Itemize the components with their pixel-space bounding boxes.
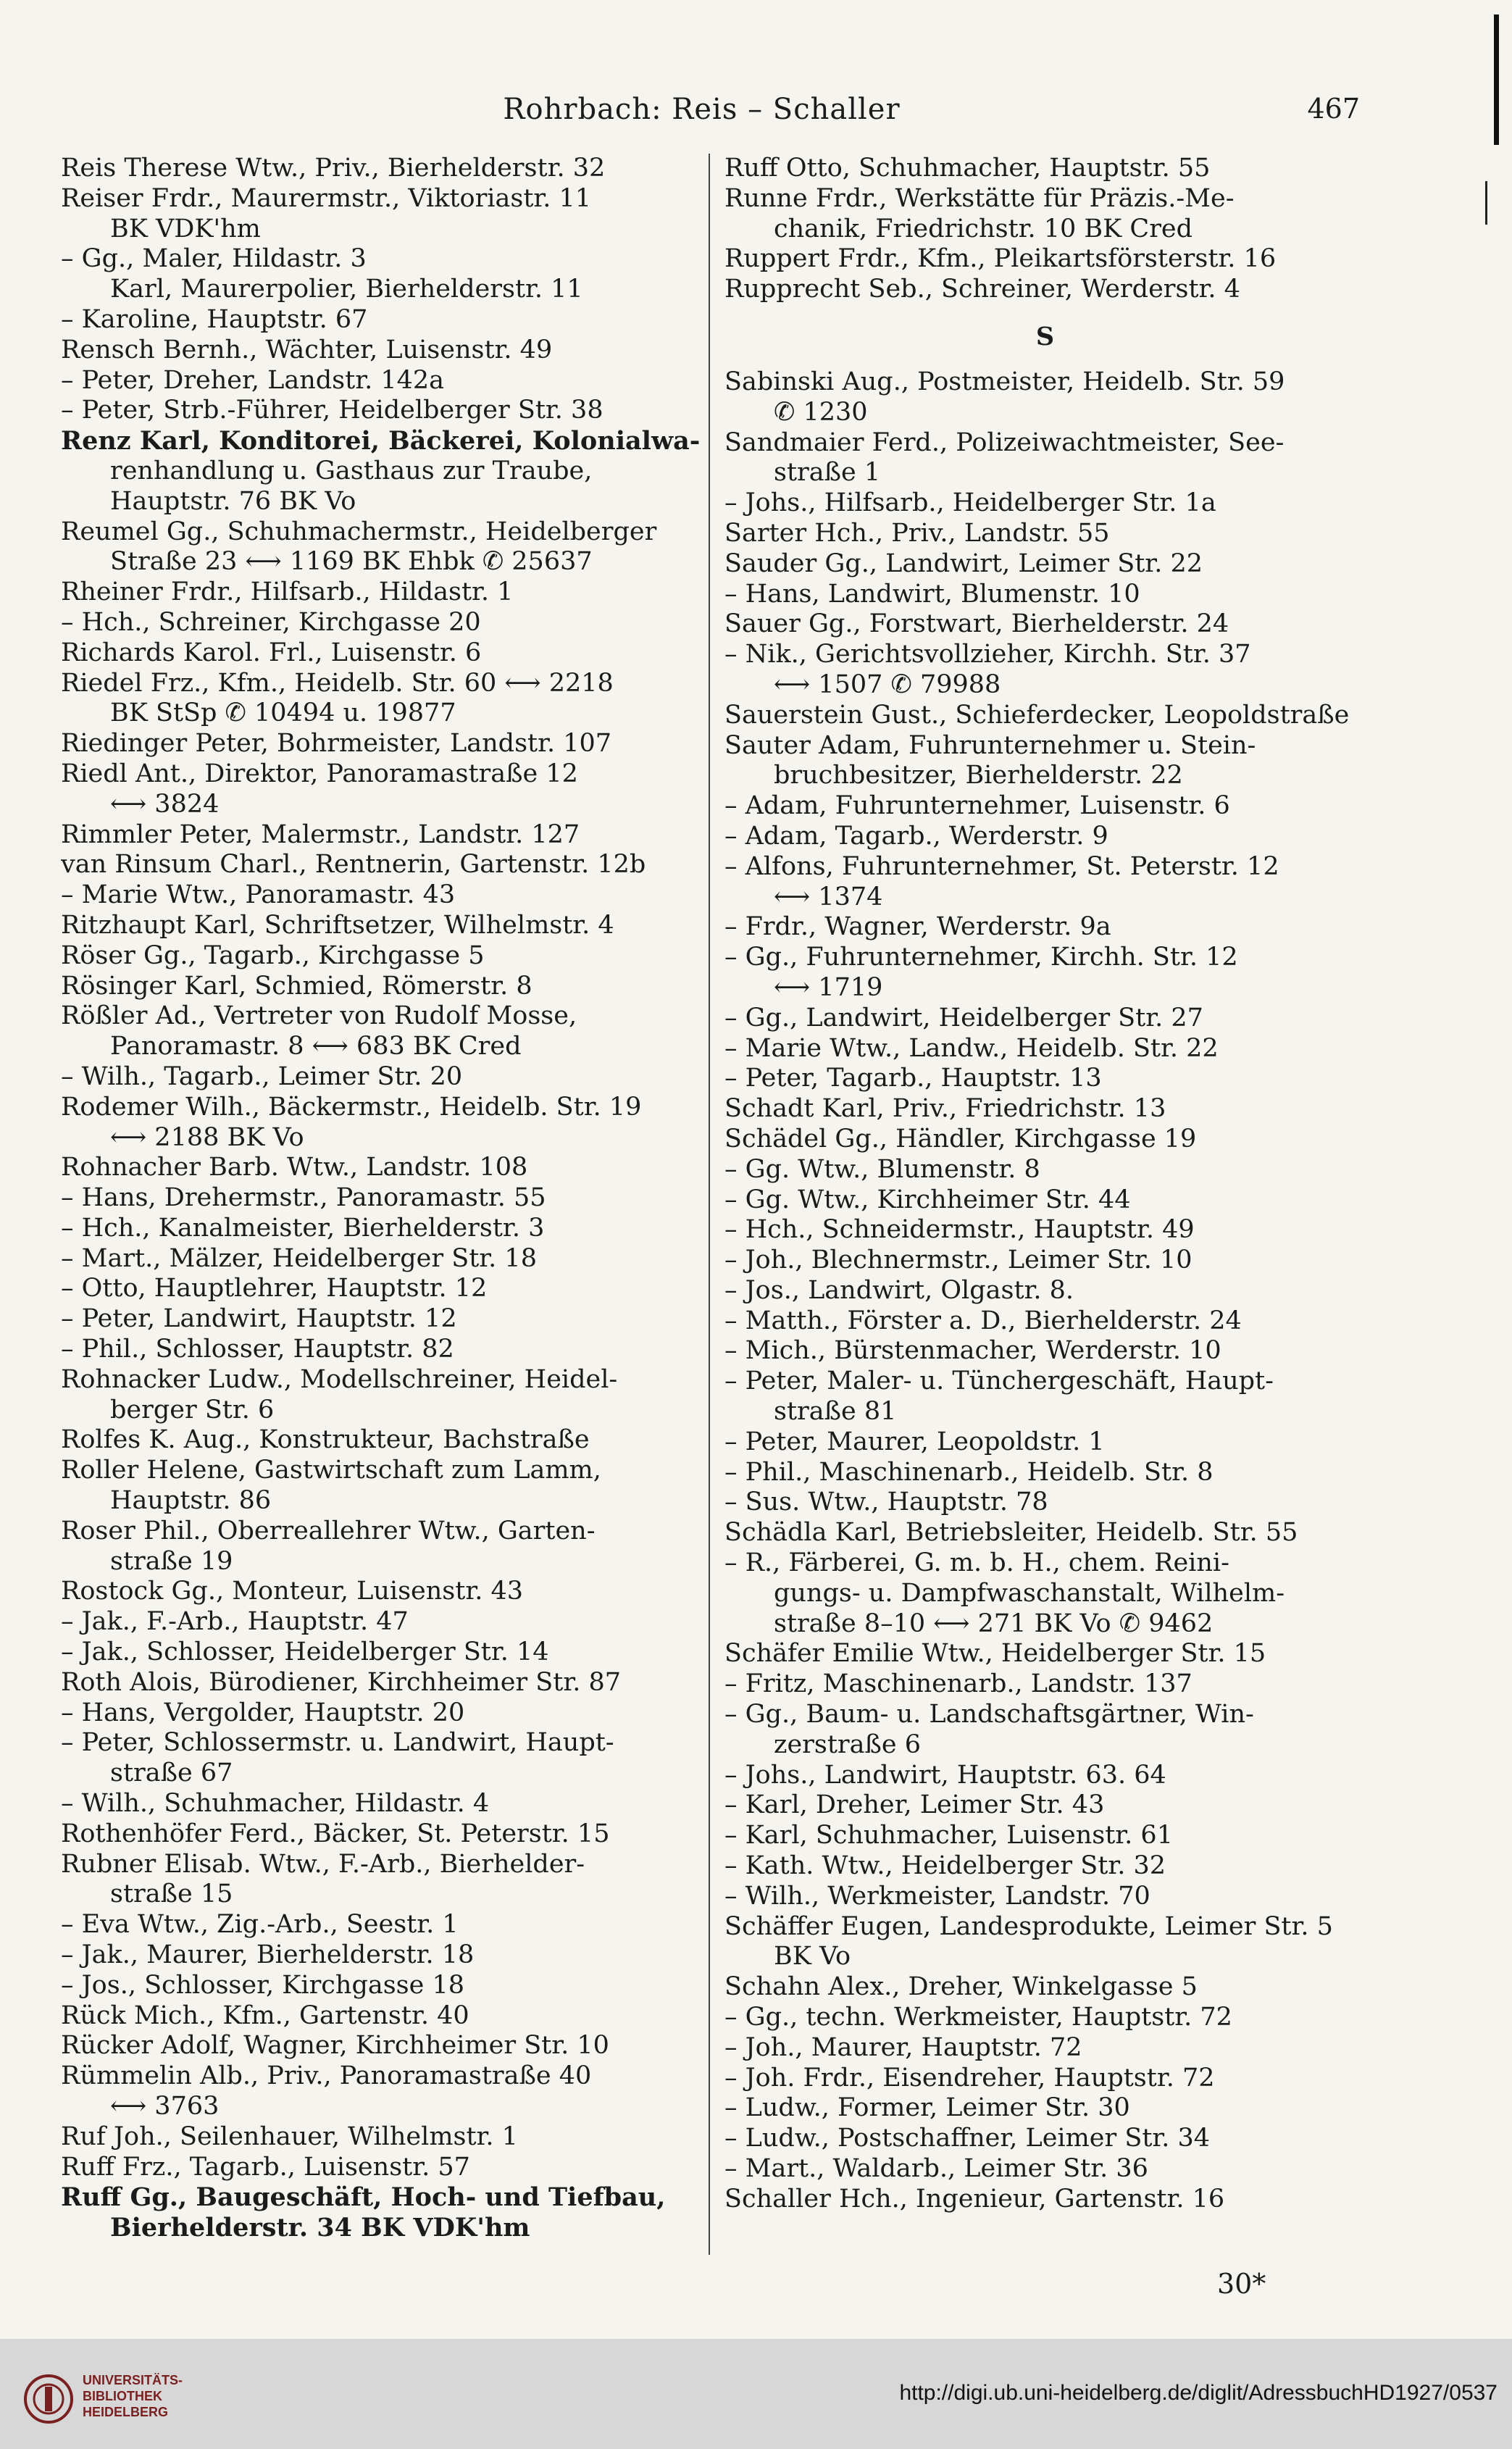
directory-entry: Ruff Otto, Schuhmacher, Hauptstr. 55 (724, 154, 1211, 183)
directory-entry: – Joh., Maurer, Hauptstr. 72 (724, 2032, 1082, 2062)
right-column-entries-s (724, 367, 1366, 2215)
directory-entry: Rothenhöfer Ferd., Bäcker, St. Peterstr. 15 (61, 1819, 610, 1848)
library-name-line3: HEIDELBERG (83, 2405, 169, 2419)
directory-entry: Runne Frdr., Werkstätte für Präzis.-Me- (724, 183, 1235, 213)
directory-entry: ✆ 1230 (774, 397, 868, 427)
directory-entry: – Gg. Wtw., Kirchheimer Str. 44 (724, 1185, 1131, 1214)
directory-entry: – Peter, Dreher, Landstr. 142a (61, 365, 445, 395)
directory-entry: – Phil., Maschinenarb., Heidelb. Str. 8 (724, 1457, 1214, 1487)
scan-edge-mark (1494, 14, 1499, 145)
directory-entry: straße 81 (774, 1397, 897, 1427)
directory-entry: – Adam, Tagarb., Werderstr. 9 (724, 821, 1108, 851)
directory-entry: – Eva Wtw., Zig.-Arb., Seestr. 1 (61, 1910, 459, 1940)
directory-entry: – Frdr., Wagner, Werderstr. 9a (724, 912, 1111, 942)
directory-entry: Riedinger Peter, Bohrmeister, Landstr. 107 (61, 729, 612, 759)
directory-entry: Schaller Hch., Ingenieur, Gartenstr. 16 (724, 2184, 1225, 2214)
directory-entry: – Peter, Maler- u. Tünchergeschäft, Haupt- (724, 1367, 1274, 1396)
directory-entry: – Johs., Landwirt, Hauptstr. 63. 64 (724, 1760, 1166, 1790)
library-name-line1: UNIVERSITÄTS- (83, 2373, 183, 2387)
directory-entry: Sandmaier Ferd., Polizeiwachtmeister, See- (724, 427, 1285, 457)
page-header (43, 93, 1360, 136)
directory-entry: Hauptstr. 86 (110, 1486, 272, 1516)
directory-entry: ⟷ 3824 (110, 789, 220, 819)
scan-edge-mark-secondary (1485, 181, 1487, 225)
directory-entry: Ruf Joh., Seilenhauer, Wilhelmstr. 1 (61, 2122, 518, 2151)
directory-entry: Rößler Ad., Vertreter von Rudolf Mosse, (61, 1001, 577, 1031)
directory-entry: Schadt Karl, Priv., Friedrichstr. 13 (724, 1094, 1166, 1124)
directory-entry: – Hans, Vergolder, Hauptstr. 20 (61, 1698, 465, 1727)
directory-entry: – Jak., Maurer, Bierhelderstr. 18 (61, 1940, 475, 1970)
directory-entry: BK VDK'hm (110, 214, 261, 243)
directory-entry: – Marie Wtw., Panoramastr. 43 (61, 880, 456, 910)
directory-entry: – R., Färberei, G. m. b. H., chem. Reini- (724, 1548, 1229, 1578)
directory-entry: – Gg. Wtw., Blumenstr. 8 (724, 1154, 1040, 1184)
directory-entry: Riedel Frz., Kfm., Heidelb. Str. 60 ⟷ 2218 (61, 668, 614, 698)
directory-entry: Panoramastr. 8 ⟷ 683 BK Cred (110, 1032, 522, 1061)
library-name-line2: BIBLIOTHEK (83, 2389, 162, 2403)
section-letter: S (1035, 321, 1055, 351)
directory-entry: ⟷ 1507 ✆ 79988 (774, 669, 1001, 699)
directory-entry: Renz Karl, Konditorei, Bäckerei, Kolonialwa- (61, 426, 701, 456)
directory-entry: Rodemer Wilh., Bäckermstr., Heidelb. Str. 19 (61, 1092, 642, 1122)
directory-entry: zerstraße 6 (774, 1730, 921, 1759)
directory-entry: Rösinger Karl, Schmied, Römerstr. 8 (61, 971, 532, 1001)
directory-entry: Ruppert Frdr., Kfm., Pleikartsförsterstr. 16 (724, 244, 1277, 274)
directory-entry: Sabinski Aug., Postmeister, Heidelb. Str. 59 (724, 367, 1285, 396)
directory-entry: – Jos., Schlosser, Kirchgasse 18 (61, 1970, 465, 2000)
directory-entry: – Ludw., Former, Leimer Str. 30 (724, 2093, 1130, 2123)
column-divider (709, 154, 710, 2255)
directory-entry: – Gg., Maler, Hildastr. 3 (61, 244, 367, 274)
directory-entry: ⟷ 3763 (110, 2092, 220, 2121)
directory-entry: Schäffer Eugen, Landesprodukte, Leimer Str. 5 (724, 1911, 1333, 1941)
directory-entry: Rubner Elisab. Wtw., F.-Arb., Bierhelder- (61, 1849, 585, 1879)
directory-entry: – Gg., techn. Werkmeister, Hauptstr. 72 (724, 2003, 1232, 2032)
directory-entry: – Wilh., Werkmeister, Landstr. 70 (724, 1881, 1150, 1911)
directory-entry: chanik, Friedrichstr. 10 BK Cred (774, 214, 1193, 243)
directory-entry: – Karl, Schuhmacher, Luisenstr. 61 (724, 1821, 1173, 1851)
page-number: 467 (1307, 93, 1360, 125)
directory-entry: – Gg., Fuhrunternehmer, Kirchh. Str. 12 (724, 943, 1238, 972)
directory-entry: – Fritz, Maschinenarb., Landstr. 137 (724, 1669, 1193, 1699)
directory-entry: Rensch Bernh., Wächter, Luisenstr. 49 (61, 335, 553, 364)
directory-entry: – Otto, Hauptlehrer, Hauptstr. 12 (61, 1274, 488, 1303)
directory-entry: straße 8–10 ⟷ 271 BK Vo ✆ 9462 (774, 1609, 1214, 1638)
directory-entry: berger Str. 6 (110, 1395, 275, 1424)
directory-entry: – Mich., Bürstenmacher, Werderstr. 10 (724, 1336, 1221, 1366)
directory-entry: – Alfons, Fuhrunternehmer, St. Peterstr. 12 (724, 851, 1279, 881)
right-column-entries-r (724, 154, 1366, 305)
directory-entry: – Hch., Schreiner, Kirchgasse 20 (61, 607, 481, 637)
directory-entry: Reiser Frdr., Maurermstr., Viktoriastr. 11 (61, 183, 592, 213)
directory-entry: – Kath. Wtw., Heidelberger Str. 32 (724, 1851, 1166, 1881)
directory-entry: Roller Helene, Gastwirtschaft zum Lamm, (61, 1456, 601, 1485)
directory-entry: Reumel Gg., Schuhmachermstr., Heidelberger (61, 517, 657, 546)
directory-entry: Schahn Alex., Dreher, Winkelgasse 5 (724, 1972, 1198, 2002)
directory-entry: straße 19 (110, 1546, 233, 1576)
directory-entry: – Johs., Hilfsarb., Heidelberger Str. 1a (724, 488, 1216, 518)
directory-entry: – Jak., Schlosser, Heidelberger Str. 14 (61, 1637, 549, 1667)
directory-entry: – Phil., Schlosser, Hauptstr. 82 (61, 1335, 454, 1364)
directory-entry: – Gg., Baum- u. Landschaftsgärtner, Win- (724, 1700, 1254, 1730)
directory-entry: – Peter, Schlossermstr. u. Landwirt, Haupt- (61, 1728, 614, 1758)
directory-entry: Ritzhaupt Karl, Schriftsetzer, Wilhelmstr. 4 (61, 910, 614, 940)
directory-entry: Rolfes K. Aug., Konstrukteur, Bachstraße (61, 1425, 590, 1455)
library-logo[interactable] (17, 2348, 235, 2440)
directory-entry: gungs- u. Dampfwaschanstalt, Wilhelm- (774, 1578, 1285, 1608)
directory-entry: Sauerstein Gust., Schieferdecker, Leopoldstraße (724, 700, 1350, 730)
directory-entry: Rheiner Frdr., Hilfsarb., Hildastr. 1 (61, 577, 514, 607)
directory-entry: Karl, Maurerpolier, Bierhelderstr. 11 (110, 275, 583, 304)
directory-entry: Hauptstr. 76 BK Vo (110, 486, 356, 516)
directory-entry: Richards Karol. Frl., Luisenstr. 6 (61, 638, 482, 667)
directory-entry: Rümmelin Alb., Priv., Panoramastraße 40 (61, 2061, 592, 2091)
directory-entry: – Karoline, Hauptstr. 67 (61, 304, 368, 334)
directory-entry: Rohnacker Ludw., Modellschreiner, Heidel- (61, 1364, 618, 1394)
directory-entry: bruchbesitzer, Bierhelderstr. 22 (774, 761, 1183, 790)
running-title: Rohrbach: Reis – Schaller (503, 93, 901, 126)
directory-entry: – Hch., Schneidermstr., Hauptstr. 49 (724, 1215, 1195, 1245)
directory-entry: BK Vo (774, 1942, 851, 1972)
directory-entry: Rücker Adolf, Wagner, Kirchheimer Str. 10 (61, 2031, 609, 2061)
directory-entry: – Peter, Landwirt, Hauptstr. 12 (61, 1304, 457, 1334)
directory-entry: Straße 23 ⟷ 1169 BK Ehbk ✆ 25637 (110, 547, 593, 577)
right-column (724, 154, 1366, 2215)
directory-entry: Schädel Gg., Händler, Kirchgasse 19 (724, 1124, 1197, 1153)
directory-entry: – Matth., Förster a. D., Bierhelderstr. 24 (724, 1306, 1242, 1335)
signature-mark: 30* (1217, 2268, 1266, 2300)
directory-entry: Riedl Ant., Direktor, Panoramastraße 12 (61, 759, 578, 788)
directory-entry: van Rinsum Charl., Rentnerin, Gartenstr. 12b (61, 850, 646, 880)
directory-entry: Rück Mich., Kfm., Gartenstr. 40 (61, 2000, 469, 2030)
directory-entry: – Jos., Landwirt, Olgastr. 8. (724, 1275, 1074, 1305)
directory-entry: – Jak., F.-Arb., Hauptstr. 47 (61, 1607, 409, 1637)
left-column (61, 154, 702, 2243)
directory-entry: – Joh., Blechnermstr., Leimer Str. 10 (724, 1246, 1193, 1275)
directory-entry: – Hans, Landwirt, Blumenstr. 10 (724, 579, 1140, 609)
directory-entry: ⟷ 2188 BK Vo (110, 1122, 304, 1152)
directory-entry: Sauer Gg., Forstwart, Bierhelderstr. 24 (724, 609, 1229, 639)
directory-entry: Rostock Gg., Monteur, Luisenstr. 43 (61, 1577, 523, 1606)
directory-entry: Reis Therese Wtw., Priv., Bierhelderstr. 32 (61, 154, 606, 183)
directory-entry: – Hans, Drehermstr., Panoramastr. 55 (61, 1183, 546, 1213)
directory-entry: Rimmler Peter, Malermstr., Landstr. 127 (61, 819, 580, 849)
directory-entry: renhandlung u. Gasthaus zur Traube, (110, 456, 593, 485)
directory-entry: Sauder Gg., Landwirt, Leimer Str. 22 (724, 548, 1203, 578)
directory-entry: Roser Phil., Oberreallehrer Wtw., Garten- (61, 1516, 596, 1545)
directory-entry: – Ludw., Postschaffner, Leimer Str. 34 (724, 2124, 1211, 2153)
university-seal-icon (23, 2374, 74, 2424)
directory-entry: Sarter Hch., Priv., Landstr. 55 (724, 518, 1110, 548)
directory-entry: Röser Gg., Tagarb., Kirchgasse 5 (61, 940, 485, 970)
directory-entry: straße 1 (774, 458, 881, 488)
directory-entry: – Hch., Kanalmeister, Bierhelderstr. 3 (61, 1213, 545, 1243)
directory-entry: – Gg., Landwirt, Heidelberger Str. 27 (724, 1003, 1203, 1032)
directory-entry: – Peter, Maurer, Leopoldstr. 1 (724, 1427, 1105, 1456)
library-name (83, 2372, 183, 2420)
directory-entry: straße 67 (110, 1758, 233, 1788)
directory-entry: – Joh. Frdr., Eisendreher, Hauptstr. 72 (724, 2063, 1215, 2093)
directory-entry: – Nik., Gerichtsvollzieher, Kirchh. Str. 37 (724, 640, 1251, 669)
library-footer-bar (0, 2339, 1512, 2449)
directory-entry: – Peter, Strb.-Führer, Heidelberger Str. 38 (61, 396, 603, 425)
directory-entry: – Mart., Waldarb., Leimer Str. 36 (724, 2154, 1148, 2183)
directory-entry: – Adam, Fuhrunternehmer, Luisenstr. 6 (724, 791, 1230, 821)
directory-entry: Schäfer Emilie Wtw., Heidelberger Str. 15 (724, 1639, 1266, 1669)
directory-entry: ⟷ 1374 (774, 882, 883, 911)
directory-entry: – Wilh., Schuhmacher, Hildastr. 4 (61, 1789, 490, 1819)
directory-entry: – Mart., Mälzer, Heidelberger Str. 18 (61, 1243, 537, 1273)
directory-entry: – Marie Wtw., Landw., Heidelb. Str. 22 (724, 1033, 1219, 1063)
directory-entry: – Peter, Tagarb., Hauptstr. 13 (724, 1064, 1102, 1093)
directory-entry: straße 15 (110, 1879, 233, 1909)
directory-entry: BK StSp ✆ 10494 u. 19877 (110, 698, 456, 728)
directory-entry: Bierhelderstr. 34 BK VDK'hm (110, 2213, 530, 2243)
directory-entry: Rupprecht Seb., Schreiner, Werderstr. 4 (724, 275, 1240, 304)
directory-entry: Roth Alois, Bürodiener, Kirchheimer Str. 87 (61, 1667, 622, 1697)
directory-entry: Sauter Adam, Fuhrunternehmer u. Stein- (724, 730, 1256, 760)
source-url-link[interactable]: http://digi.ub.uni-heidelberg.de/diglit/AdressbuchHD1927/0537 (899, 2381, 1498, 2405)
directory-entry: – Sus. Wtw., Hauptstr. 78 (724, 1488, 1048, 1517)
directory-entry: Rohnacher Barb. Wtw., Landstr. 108 (61, 1153, 528, 1182)
directory-entry: ⟷ 1719 (774, 972, 883, 1002)
directory-entry: – Wilh., Tagarb., Leimer Str. 20 (61, 1061, 463, 1091)
directory-entry: – Karl, Dreher, Leimer Str. 43 (724, 1790, 1105, 1820)
directory-entry: Ruff Frz., Tagarb., Luisenstr. 57 (61, 2152, 470, 2182)
directory-entry: Ruff Gg., Baugeschäft, Hoch- und Tiefbau, (61, 2182, 666, 2213)
directory-entry: Schädla Karl, Betriebsleiter, Heidelb. Str. 55 (724, 1518, 1298, 1548)
